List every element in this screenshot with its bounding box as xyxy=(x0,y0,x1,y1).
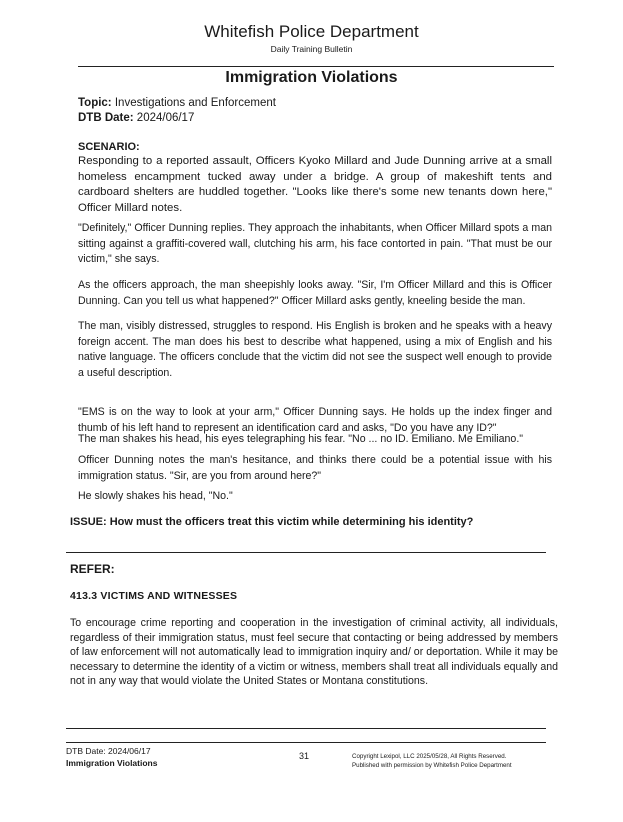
scenario-paragraph: As the officers approach, the man sheepishly looks away. "Sir, I'm Officer Millard and this is Officer Dunning. Can you tell us what happened?" Officer Millard asks gently, kneeling beside the man. xyxy=(78,279,552,307)
department-name: Whitefish Police Department xyxy=(204,22,419,41)
refer-heading: REFER: xyxy=(70,562,115,576)
footer-copyright-block xyxy=(352,753,512,770)
policy-section-text: To encourage crime reporting and cooperation in the investigation of criminal activity, all individuals, regardless of their immigration status, must feel secure that contacting or being addressed by members of law enforcement will not automatically lead to immigration inquiry and/ or deportation. While it may be necessary to determine the identity of a victim or witness, members shall treat all individuals equally and not in any way that would violate the United States or Montana constitutions. xyxy=(70,617,558,688)
copyright-line: Copyright Lexipol, LLC 2025/05/28, All Rights Reserved. xyxy=(352,753,507,760)
scenario-heading: SCENARIO: xyxy=(78,141,140,153)
footer-title: Immigration Violations xyxy=(66,758,158,768)
scenario-paragraph: The man, visibly distressed, struggles to respond. His English is broken and he speaks with a heavy foreign accent. The man does his best to describe what happened, using a mix of English and his native language. The officers conclude that the victim did not see the suspect well enough to provide a useful description. xyxy=(78,320,552,379)
date-label: DTB Date: xyxy=(78,112,134,124)
footer-rule-top xyxy=(66,728,546,729)
date-line xyxy=(78,112,194,124)
page-number: 31 xyxy=(299,751,310,761)
bulletin-subtitle: Daily Training Bulletin xyxy=(270,44,353,54)
topic-label: Topic: xyxy=(78,97,112,109)
footer-date: DTB Date: 2024/06/17 xyxy=(66,746,151,756)
footer-rule xyxy=(66,742,546,743)
issue-statement: ISSUE: How must the officers treat this victim while determining his identity? xyxy=(70,516,474,528)
document-title: Immigration Violations xyxy=(225,69,398,86)
scenario-paragraph: "EMS is on the way to look at your arm," Officer Dunning says. He holds up the index finger and thumb of his left hand to represent an identification card and asks, "Do you have any ID?" xyxy=(78,406,552,434)
scenario-paragraph: He slowly shakes his head, "No." xyxy=(78,490,233,502)
scenario-paragraph: Responding to a reported assault, Officers Kyoko Millard and Jude Dunning arrive at a small homeless encampment tucked away under a bridge. A group of makeshift tents and cardboard shelters are huddled together. "Looks like there's some new tenants down here," Officer Millard notes. xyxy=(78,155,552,214)
issue-rule xyxy=(66,552,546,553)
scenario-paragraph: Officer Dunning notes the man's hesitance, and thinks there could be a potential issue with his immigration status. "Sir, are you from around here?" xyxy=(78,454,552,482)
header-rule xyxy=(78,66,554,67)
scenario-paragraph: "Definitely," Officer Dunning replies. They approach the inhabitants, when Officer Millard spots a man sitting against a graffiti-covered wall, clutching his arm, his face contorted in pain. "That must be our victim," she says. xyxy=(78,222,552,266)
permission-line: Published with permission by Whitefish Police Department xyxy=(352,761,512,769)
scenario-paragraph: The man shakes his head, his eyes telegraphing his fear. "No ... no ID. Emiliano. Me Emiliano." xyxy=(78,433,524,445)
footer-left xyxy=(66,745,157,769)
date-value: 2024/06/17 xyxy=(136,112,195,124)
policy-section-heading: 413.3 VICTIMS AND WITNESSES xyxy=(70,590,238,602)
topic-line xyxy=(78,97,276,109)
topic-value: Investigations and Enforcement xyxy=(114,97,276,109)
